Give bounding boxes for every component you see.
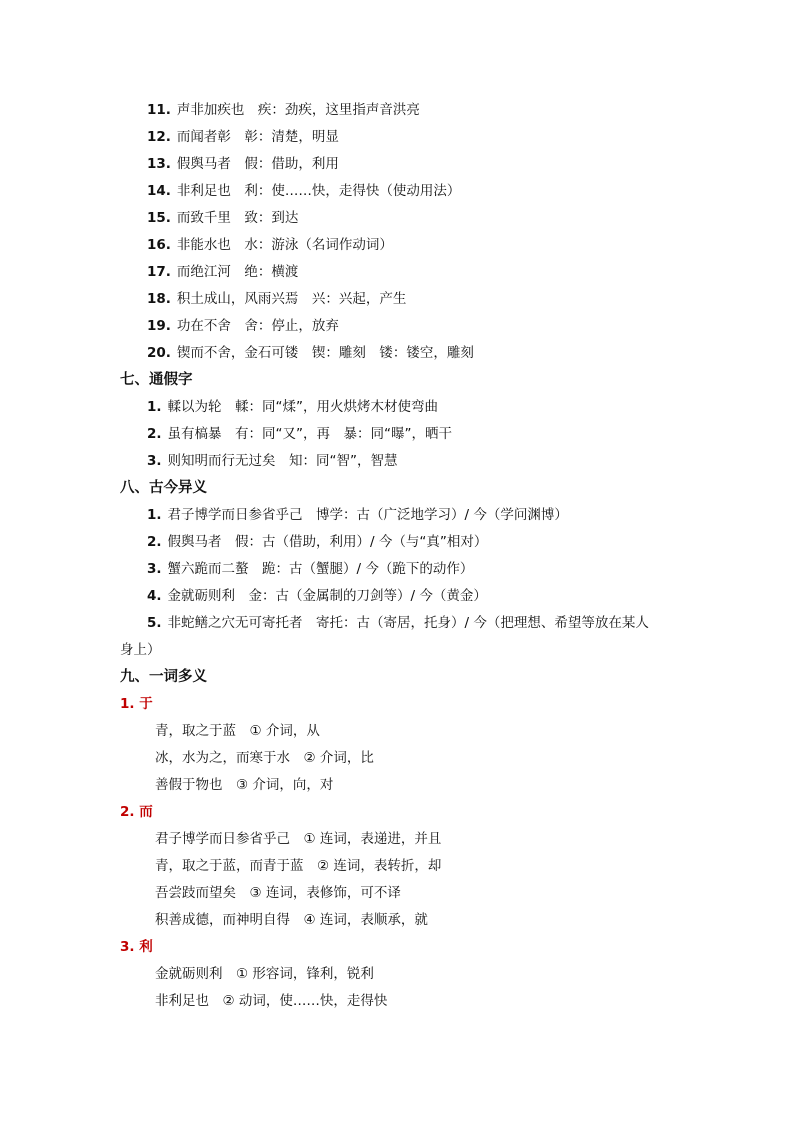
word-heading-er: 2. 而: [120, 804, 153, 820]
list-item: [147, 424, 452, 444]
section-heading-yiciduoyi: 九、一词多义: [120, 669, 207, 685]
item-number: 18.: [147, 291, 171, 307]
list-item: [147, 505, 568, 525]
list-item: [147, 397, 438, 417]
item-text: 非蛇鳝之穴无可寄托者 寄托：古（寄居，托身）/ 今（把理想、希望等放在某人: [167, 615, 649, 631]
usage-line: 吾尝跂而望矣 ③ 连词，表修饰，可不译: [155, 885, 401, 901]
item-text: 蟹六跪而二螯 跪：古（蟹腿）/ 今（跪下的动作）: [167, 561, 474, 577]
usage-line: 非利足也 ② 动词，使……快，走得快: [155, 993, 388, 1009]
list-item: [147, 613, 649, 633]
item-number: 19.: [147, 318, 171, 334]
usage-line: 冰，水为之，而寒于水 ② 介词，比: [155, 750, 374, 766]
list-item: [147, 532, 487, 552]
list-item: [147, 154, 339, 174]
item-number: 12.: [147, 129, 171, 145]
item-number: 1.: [147, 399, 162, 415]
list-item: [147, 451, 398, 471]
list-item: [147, 127, 339, 147]
item-text: 虽有槁暴 有：同“又”，再 暴：同“曝”，晒干: [167, 426, 453, 442]
list-item: [147, 235, 393, 255]
usage-line: 积善成德，而神明自得 ④ 连词，表顺承，就: [155, 912, 428, 928]
item-number: 2.: [147, 534, 162, 550]
item-text: 而致千里 致：到达: [176, 210, 299, 226]
item-text: 则知明而行无过矣 知：同“智”，智慧: [167, 453, 398, 469]
item-number: 11.: [147, 102, 171, 118]
list-item: [147, 586, 487, 606]
item-text: 而绝江河 绝：横渡: [176, 264, 299, 280]
item-text: 非能水也 水：游泳（名词作动词）: [176, 237, 393, 253]
item-text: 积土成山，风雨兴焉 兴：兴起，产生: [176, 291, 407, 307]
item-number: 20.: [147, 345, 171, 361]
item-number: 3.: [147, 453, 162, 469]
item-number: 3.: [147, 561, 162, 577]
item-number: 5.: [147, 615, 162, 631]
list-item: [147, 343, 474, 363]
item-text: 声非加疾也 疾：劲疾，这里指声音洪亮: [176, 102, 420, 118]
item-number: 17.: [147, 264, 171, 280]
item-number: 1.: [147, 507, 162, 523]
usage-line: 君子博学而日参省乎己 ① 连词，表递进，并且: [155, 831, 442, 847]
usage-line: 青，取之于蓝 ① 介词，从: [155, 723, 320, 739]
item-number: 4.: [147, 588, 162, 604]
item-number: 13.: [147, 156, 171, 172]
item-text: 非利足也 利：使……快，走得快（使动用法）: [176, 183, 461, 199]
item-text: 锲而不舍，金石可镂 锲：雕刻 镂：镂空，雕刻: [176, 345, 474, 361]
item-text: 功在不舍 舍：停止，放弃: [176, 318, 339, 334]
section-heading-tongjiazi: 七、通假字: [120, 372, 193, 388]
usage-line: 青，取之于蓝，而青于蓝 ② 连词，表转折，却: [155, 858, 442, 874]
item-number: 2.: [147, 426, 162, 442]
item-text: 假舆马者 假：借助，利用: [176, 156, 339, 172]
item-number: 15.: [147, 210, 171, 226]
list-item: [147, 316, 339, 336]
list-item-continuation: 身上）: [120, 642, 161, 658]
item-text: 假舆马者 假：古（借助，利用）/ 今（与“真”相对）: [167, 534, 488, 550]
list-item: [147, 289, 406, 309]
item-number: 14.: [147, 183, 171, 199]
word-heading-yu: 1. 于: [120, 696, 153, 712]
item-text: 金就砺则利 金：古（金属制的刀剑等）/ 今（黄金）: [167, 588, 487, 604]
list-item: [147, 559, 473, 579]
item-text: 而闻者彰 彰：清楚，明显: [176, 129, 339, 145]
list-item: [147, 262, 298, 282]
item-text: 輮以为轮 輮：同“煣”，用火烘烤木材使弯曲: [167, 399, 439, 415]
word-heading-li: 3. 利: [120, 939, 153, 955]
usage-line: 善假于物也 ③ 介词，向，对: [155, 777, 334, 793]
section-heading-gujinyiyi: 八、古今异义: [120, 480, 207, 496]
item-number: 16.: [147, 237, 171, 253]
list-item: [147, 208, 298, 228]
item-text: 君子博学而日参省乎己 博学：古（广泛地学习）/ 今（学问渊博）: [167, 507, 568, 523]
list-item: [147, 181, 460, 201]
list-item: [147, 100, 420, 120]
usage-line: 金就砺则利 ① 形容词，锋利，锐利: [155, 966, 374, 982]
